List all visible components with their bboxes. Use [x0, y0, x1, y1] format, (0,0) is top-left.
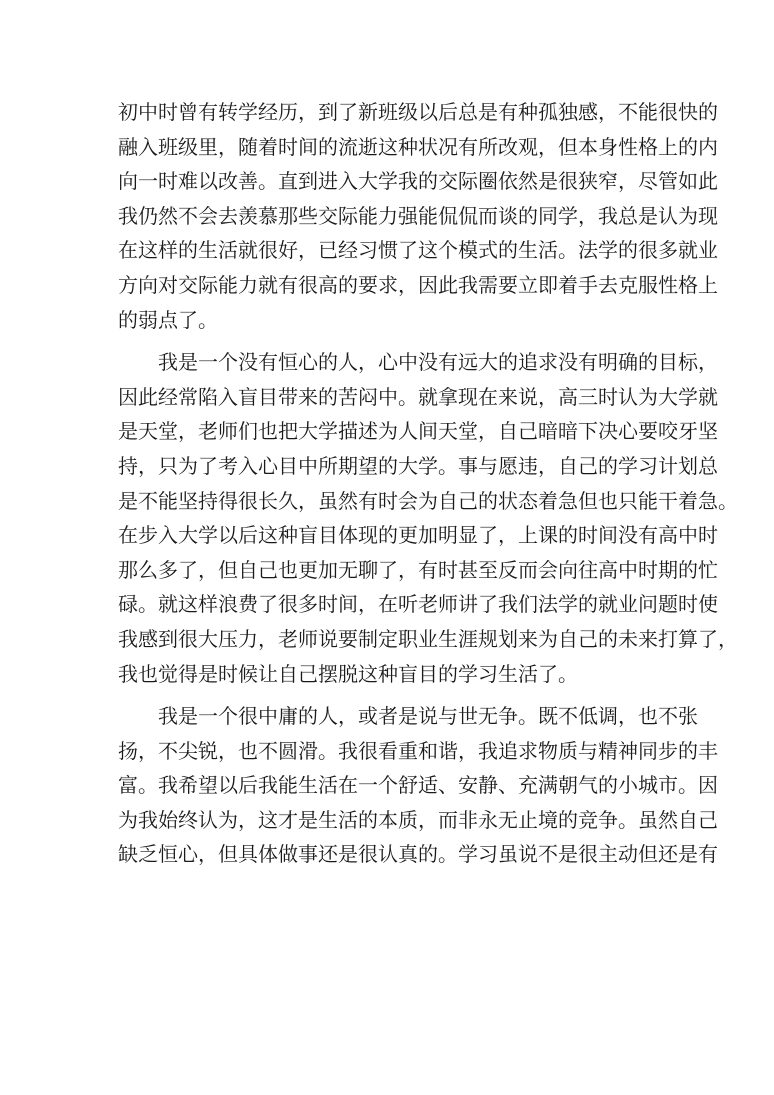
paragraph-1-line-3: 向一时难以改善。直到进入大学我的交际圈依然是很狭窄，尽管如此	[118, 169, 718, 194]
paragraph-2-line-3: 是天堂，老师们也把大学描述为人间天堂，自己暗暗下决心要咬牙坚	[118, 419, 718, 444]
paragraph-3-line-1: 我是一个很中庸的人，或者是说与世无争。既不低调，也不张	[158, 704, 698, 729]
paragraph-2-line-8: 碌。就这样浪费了很多时间，在听老师讲了我们法学的就业问题时使	[118, 592, 718, 617]
paragraph-3-line-5: 缺乏恒心，但具体做事还是很认真的。学习虽说不是很主动但还是有	[118, 842, 718, 867]
paragraph-2-line-4: 持，只为了考入心目中所期望的大学。事与愿违，自己的学习计划总	[118, 453, 718, 478]
paragraph-2-line-10: 我也觉得是时候让自己摆脱这种盲目的学习生活了。	[118, 661, 578, 686]
paragraph-3-line-4: 为我始终认为，这才是生活的本质，而非永无止境的竞争。虽然自己	[118, 807, 718, 832]
paragraph-2-line-7: 那么多了，但自己也更加无聊了，有时甚至反而会向往高中时期的忙	[118, 557, 718, 582]
paragraph-2-line-9: 我感到很大压力，老师说要制定职业生涯规划来为自己的未来打算了，	[118, 626, 738, 651]
paragraph-3-line-3: 富。我希望以后我能生活在一个舒适、安静、充满朝气的小城市。因	[118, 773, 718, 798]
paragraph-2-line-6: 在步入大学以后这种盲目体现的更加明显了，上课的时间没有高中时	[118, 523, 718, 548]
body-text	[118, 95, 738, 872]
paragraph-1-line-2: 融入班级里，随着时间的流逝这种状况有所改观，但本身性格上的内	[118, 134, 718, 159]
paragraph-3-line-2: 扬，不尖锐，也不圆滑。我很看重和谐，我追求物质与精神同步的丰	[118, 738, 718, 763]
paragraph-2-line-2: 因此经常陷入盲目带来的苦闷中。就拿现在来说，高三时认为大学就	[118, 384, 718, 409]
paragraph-1-line-5: 在这样的生活就很好，已经习惯了这个模式的生活。法学的很多就业	[118, 238, 718, 263]
paragraph-2-line-5: 是不能坚持得很长久，虽然有时会为自己的状态着急但也只能干着急。	[118, 488, 738, 513]
paragraph-1-line-6: 方向对交际能力就有很高的要求，因此我需要立即着手去克服性格上	[118, 272, 718, 297]
paragraph-1-line-7: 的弱点了。	[118, 307, 218, 332]
paragraph-1-line-4: 我仍然不会去羡慕那些交际能力强能侃侃而谈的同学，我总是认为现	[118, 203, 718, 228]
paragraph-2-line-1: 我是一个没有恒心的人，心中没有远大的追求没有明确的目标，	[158, 350, 718, 375]
paragraph-1-line-1: 初中时曾有转学经历，到了新班级以后总是有种孤独感，不能很快的	[118, 100, 718, 124]
